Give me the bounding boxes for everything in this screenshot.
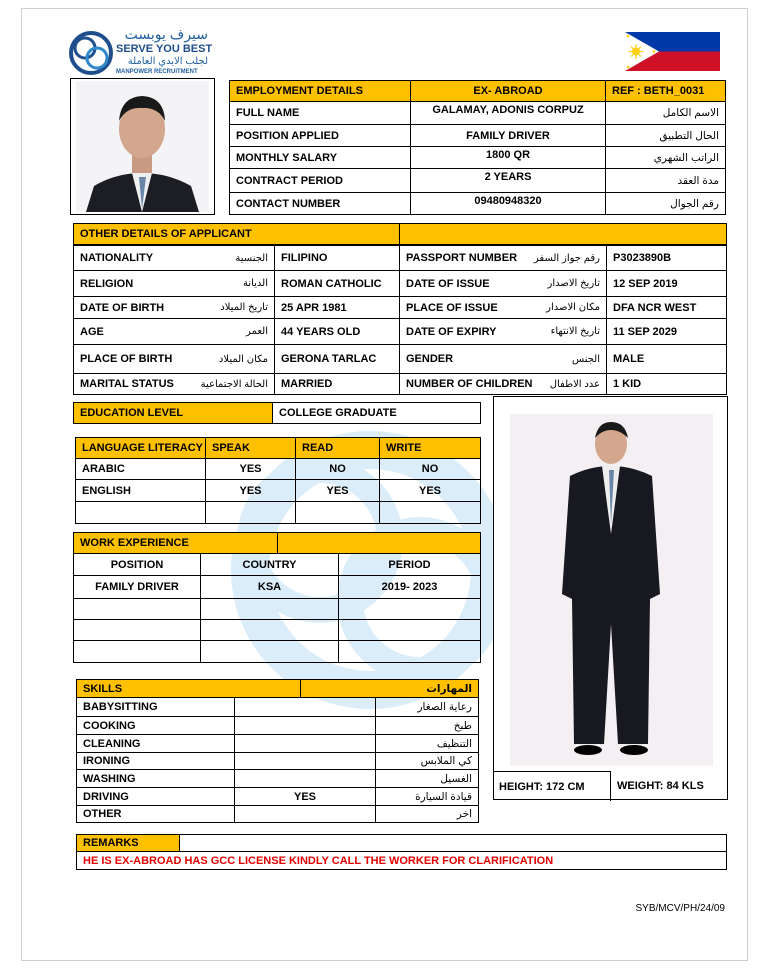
detail-label: GENDER	[406, 353, 454, 365]
detail-value-left: GERONA TARLAC	[274, 344, 400, 374]
height-value: HEIGHT: 172 CM	[493, 771, 611, 801]
detail-value-right: 11 SEP 2029	[606, 318, 727, 345]
detail-label-left	[73, 296, 275, 319]
detail-value-left: FILIPINO	[274, 245, 400, 271]
logo-arabic-sub: لجلب الايدي العاملة	[127, 56, 208, 67]
detail-label-arabic: تاريخ الانتهاء	[550, 326, 600, 337]
skill-arabic: الغسيل	[375, 769, 479, 788]
detail-value-left: MARRIED	[274, 373, 400, 395]
contact-number-label: CONTACT NUMBER	[229, 192, 411, 215]
language-speak: YES	[205, 479, 296, 502]
work-empty-cell	[338, 640, 481, 663]
work-experience-title-right	[277, 532, 481, 554]
detail-label: DATE OF EXPIRY	[406, 325, 497, 338]
language-read: YES	[295, 479, 380, 502]
detail-label-arabic: الحالة الاجتماعية	[200, 378, 268, 390]
skill-name: OTHER	[76, 805, 235, 823]
document-code: SYB/MCV/PH/24/09	[635, 903, 725, 914]
remarks-title: REMARKS	[76, 834, 180, 852]
work-empty-cell	[200, 619, 339, 641]
logo-arabic-name: سيرف يوبست	[124, 26, 208, 42]
work-empty-cell	[200, 640, 339, 663]
detail-value-left: 25 APR 1981	[274, 296, 400, 319]
contract-period-arabic: مدة العقد	[605, 168, 726, 193]
detail-label: DATE OF BIRTH	[80, 301, 165, 314]
language-read: NO	[295, 458, 380, 480]
detail-value-right: DFA NCR WEST	[606, 296, 727, 319]
detail-label-right	[399, 270, 607, 297]
detail-label: PASSPORT NUMBER	[406, 252, 518, 264]
detail-label-arabic: مكان الاصدار	[546, 302, 600, 313]
detail-label: PLACE OF ISSUE	[406, 301, 498, 314]
detail-value-left: 44 YEARS OLD	[274, 318, 400, 345]
skills-title-arabic: المهارات	[300, 679, 479, 698]
skill-name: CLEANING	[76, 734, 235, 753]
language-name: ARABIC	[75, 458, 206, 480]
work-country: KSA	[200, 575, 339, 599]
skill-name: DRIVING	[76, 787, 235, 806]
contract-period-value: 2 YEARS	[410, 168, 606, 193]
detail-label-left	[73, 245, 275, 271]
detail-label-arabic: العمر	[246, 326, 268, 337]
detail-value-right: P3023890B	[606, 245, 727, 271]
education-label: EDUCATION LEVEL	[73, 402, 273, 424]
skill-value	[234, 752, 376, 770]
full-name-arabic: الاسم الكامل	[605, 101, 726, 125]
language-name: ENGLISH	[75, 479, 206, 502]
skill-arabic: كي الملابس	[375, 752, 479, 770]
contact-number-arabic: رقم الجوال	[605, 192, 726, 215]
remarks-title-right	[179, 834, 727, 852]
work-period: 2019- 2023	[338, 575, 481, 599]
employment-title: EMPLOYMENT DETAILS	[229, 80, 411, 102]
skill-value: YES	[234, 787, 376, 806]
language-speak: YES	[205, 458, 296, 480]
detail-label: NUMBER OF CHILDREN	[406, 378, 533, 390]
work-header-period: PERIOD	[338, 553, 481, 576]
detail-label-right	[399, 318, 607, 345]
position-applied-value: FAMILY DRIVER	[410, 124, 606, 147]
work-header-country: COUNTRY	[200, 553, 339, 576]
skill-value	[234, 734, 376, 753]
employment-status: EX- ABROAD	[410, 80, 606, 102]
detail-label-right	[399, 373, 607, 395]
detail-label-arabic: الديانة	[242, 278, 268, 289]
detail-label: DATE OF ISSUE	[406, 277, 490, 290]
skill-value	[234, 805, 376, 823]
applicant-fullbody-frame	[493, 396, 728, 800]
language-empty-cell	[75, 501, 206, 524]
language-header-speak: SPEAK	[205, 437, 296, 459]
monthly-salary-label: MONTHLY SALARY	[229, 146, 411, 169]
skill-value	[234, 769, 376, 788]
skill-name: BABYSITTING	[76, 697, 235, 717]
detail-value-right: 1 KID	[606, 373, 727, 395]
contact-number-value: 09480948320	[410, 192, 606, 215]
other-details-title: OTHER DETAILS OF APPLICANT	[73, 223, 400, 245]
language-header-literacy: LANGUAGE LITERACY	[75, 437, 206, 459]
work-position: FAMILY DRIVER	[73, 575, 201, 599]
position-applied-arabic: الحال التطبيق	[605, 124, 726, 147]
detail-label: NATIONALITY	[80, 252, 154, 264]
reference-number: REF : BETH_0031	[605, 80, 726, 102]
skills-title: SKILLS	[76, 679, 301, 698]
weight-value: WEIGHT: 84 KLS	[617, 780, 704, 792]
philippines-flag-icon	[625, 32, 720, 71]
skill-name: COOKING	[76, 716, 235, 735]
detail-label: MARITAL STATUS	[80, 378, 174, 390]
work-empty-cell	[73, 619, 201, 641]
detail-label-arabic: الجنسية	[235, 252, 268, 264]
skill-name: WASHING	[76, 769, 235, 788]
remarks-text: HE IS EX-ABROAD HAS GCC LICENSE KINDLY CALL THE WORKER FOR CLARIFICATION	[76, 851, 727, 870]
skill-arabic: اخر	[375, 805, 479, 823]
work-empty-cell	[338, 619, 481, 641]
logo-sub: MANPOWER RECRUITMENT	[116, 69, 198, 75]
logo-emblem-icon	[68, 30, 114, 76]
detail-label-arabic: مكان الميلاد	[218, 353, 268, 365]
language-write: YES	[379, 479, 481, 502]
detail-value-right: MALE	[606, 344, 727, 374]
skill-arabic: قيادة السيارة	[375, 787, 479, 806]
detail-label-right	[399, 245, 607, 271]
applicant-fullbody-photo	[510, 414, 713, 766]
skill-value	[234, 716, 376, 735]
monthly-salary-arabic: الراتب الشهري	[605, 146, 726, 169]
work-empty-cell	[338, 598, 481, 620]
detail-label-arabic: تاريخ الميلاد	[220, 302, 268, 313]
work-empty-cell	[73, 598, 201, 620]
work-experience-title: WORK EXPERIENCE	[73, 532, 278, 554]
detail-label-left	[73, 344, 275, 374]
work-empty-cell	[200, 598, 339, 620]
detail-label-left	[73, 318, 275, 345]
company-logo	[68, 26, 213, 78]
language-write: NO	[379, 458, 481, 480]
detail-label-arabic: تاريخ الاصدار	[547, 278, 600, 289]
language-header-read: READ	[295, 437, 380, 459]
detail-label: AGE	[80, 325, 104, 338]
contract-period-label: CONTRACT PERIOD	[229, 168, 411, 193]
skill-value	[234, 697, 376, 717]
work-empty-cell	[73, 640, 201, 663]
applicant-portrait	[70, 78, 215, 215]
skill-arabic: التنظيف	[375, 734, 479, 753]
other-details-title-right	[399, 223, 727, 245]
education-value: COLLEGE GRADUATE	[272, 402, 481, 424]
detail-label-right	[399, 296, 607, 319]
detail-label-arabic: رقم جواز السفر	[533, 252, 600, 264]
detail-value-left: ROMAN CATHOLIC	[274, 270, 400, 297]
skill-name: IRONING	[76, 752, 235, 770]
position-applied-label: POSITION APPLIED	[229, 124, 411, 147]
detail-value-right: 12 SEP 2019	[606, 270, 727, 297]
monthly-salary-value: 1800 QR	[410, 146, 606, 169]
work-header-position: POSITION	[73, 553, 201, 576]
detail-label-arabic: الجنس	[571, 353, 600, 365]
language-empty-cell	[205, 501, 296, 524]
detail-label-arabic: عدد الاطفال	[549, 378, 600, 390]
detail-label-right	[399, 344, 607, 374]
detail-label: RELIGION	[80, 277, 134, 290]
detail-label-left	[73, 373, 275, 395]
logo-english-name: SERVE YOU BEST	[116, 43, 213, 55]
full-name-label: FULL NAME	[229, 101, 411, 125]
detail-label-left	[73, 270, 275, 297]
skill-arabic: طبخ	[375, 716, 479, 735]
detail-label: PLACE OF BIRTH	[80, 353, 173, 365]
language-empty-cell	[295, 501, 380, 524]
skill-arabic: رعاية الصغار	[375, 697, 479, 717]
language-header-write: WRITE	[379, 437, 481, 459]
full-name-value: GALAMAY, ADONIS CORPUZ	[410, 101, 606, 125]
language-empty-cell	[379, 501, 481, 524]
